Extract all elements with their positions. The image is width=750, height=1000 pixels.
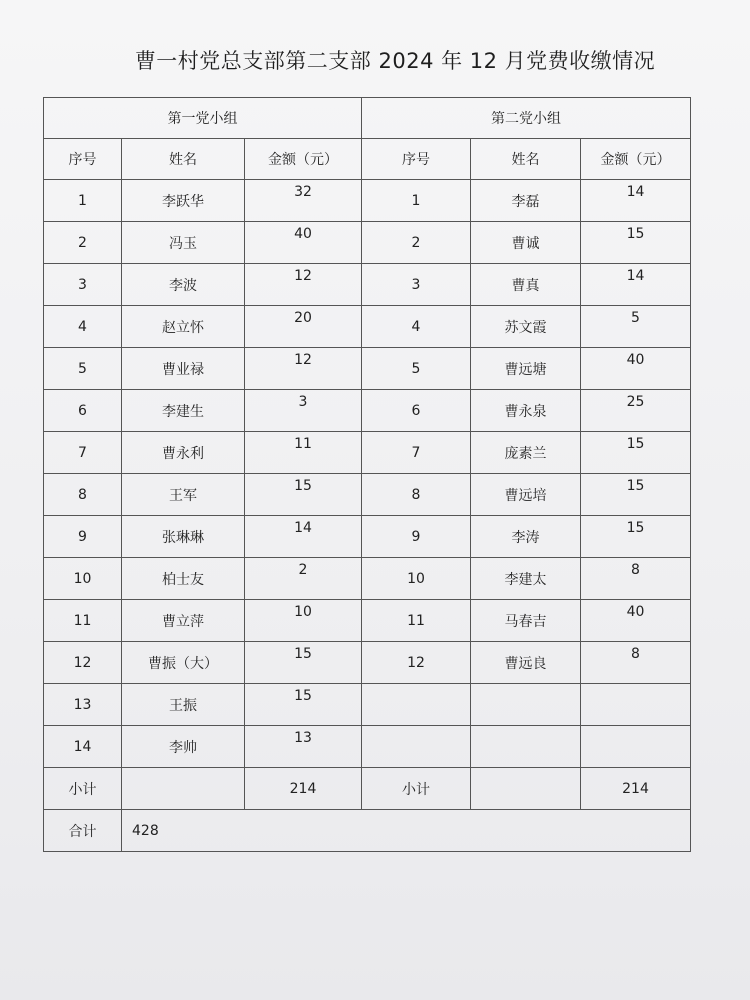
table-row (44, 180, 691, 222)
g2-seq-cell: 9 (362, 516, 471, 558)
g2-subtotal-name-empty (471, 768, 581, 810)
g1-amount-header: 金额（元） (245, 139, 362, 180)
amount-value: 15 (294, 645, 312, 662)
g2-amount-cell (581, 432, 691, 474)
g2-seq-cell (362, 684, 471, 726)
g1-name-cell: 李波 (122, 264, 245, 306)
g1-name-cell: 李帅 (122, 726, 245, 768)
amount-value: 15 (294, 687, 312, 704)
total-row (44, 810, 691, 852)
g2-name-cell: 曹远塘 (471, 348, 581, 390)
g2-name-cell: 李建太 (471, 558, 581, 600)
amount-value: 15 (294, 477, 312, 494)
group2-header: 第二党小组 (362, 98, 691, 139)
amount-value: 13 (294, 729, 312, 746)
g2-name-cell: 曹远培 (471, 474, 581, 516)
amount-value: 8 (631, 645, 640, 662)
g1-amount-cell (245, 558, 362, 600)
g1-seq-cell: 4 (44, 306, 122, 348)
table-row (44, 264, 691, 306)
g2-name-cell (471, 726, 581, 768)
g2-name-cell: 李磊 (471, 180, 581, 222)
amount-value: 15 (626, 477, 645, 494)
table-row (44, 432, 691, 474)
amount-value: 15 (626, 519, 645, 536)
g2-amount-cell (581, 474, 691, 516)
table-row (44, 222, 691, 264)
g1-name-cell: 李跃华 (122, 180, 245, 222)
amount-value: 11 (294, 435, 312, 452)
g2-amount-cell (581, 600, 691, 642)
g2-seq-cell: 3 (362, 264, 471, 306)
table-row (44, 600, 691, 642)
g2-amount-cell (581, 222, 691, 264)
g2-amount-cell (581, 306, 691, 348)
g2-seq-cell: 12 (362, 642, 471, 684)
amount-value: 12 (294, 267, 312, 284)
g1-name-cell: 赵立怀 (122, 306, 245, 348)
g1-subtotal-label: 小计 (44, 768, 122, 810)
g1-name-cell: 李建生 (122, 390, 245, 432)
g2-seq-cell: 8 (362, 474, 471, 516)
g1-name-cell: 曹振（大） (122, 642, 245, 684)
g1-amount-cell (245, 222, 362, 264)
amount-value: 10 (294, 603, 312, 620)
g1-amount-cell (245, 348, 362, 390)
g1-name-cell: 曹业禄 (122, 348, 245, 390)
g2-name-cell: 曹真 (471, 264, 581, 306)
g1-seq-cell: 2 (44, 222, 122, 264)
g2-name-cell: 苏文霞 (471, 306, 581, 348)
g2-seq-cell: 1 (362, 180, 471, 222)
subtotal-row (44, 768, 691, 810)
table-row (44, 726, 691, 768)
g2-amount-cell (581, 390, 691, 432)
table-row (44, 516, 691, 558)
g1-amount-cell (245, 306, 362, 348)
amount-value: 15 (626, 225, 645, 242)
g1-seq-cell: 8 (44, 474, 122, 516)
g1-seq-cell: 14 (44, 726, 122, 768)
g1-seq-cell: 11 (44, 600, 122, 642)
g2-subtotal-label: 小计 (362, 768, 471, 810)
amount-value: 14 (626, 183, 645, 200)
g2-amount-cell (581, 516, 691, 558)
amount-value: 40 (626, 351, 645, 368)
amount-value: 12 (294, 351, 312, 368)
table-row (44, 306, 691, 348)
table-row (44, 474, 691, 516)
g1-seq-cell: 12 (44, 642, 122, 684)
page-title: 曹一村党总支部第二支部 2024 年 12 月党费收缴情况 (134, 49, 656, 73)
table-row (44, 684, 691, 726)
g2-seq-cell: 4 (362, 306, 471, 348)
g2-amount-cell (581, 180, 691, 222)
g2-seq-header: 序号 (362, 139, 471, 180)
g1-seq-cell: 13 (44, 684, 122, 726)
g1-amount-cell (245, 180, 362, 222)
g2-amount-cell (581, 558, 691, 600)
g1-amount-cell (245, 726, 362, 768)
g2-seq-cell: 10 (362, 558, 471, 600)
g2-name-cell (471, 684, 581, 726)
g1-amount-cell (245, 642, 362, 684)
g1-seq-cell: 1 (44, 180, 122, 222)
group1-header: 第一党小组 (44, 98, 362, 139)
g1-amount-cell (245, 600, 362, 642)
g1-amount-cell (245, 390, 362, 432)
g1-seq-cell: 3 (44, 264, 122, 306)
g2-seq-cell: 7 (362, 432, 471, 474)
g1-seq-cell: 10 (44, 558, 122, 600)
amount-value: 40 (626, 603, 645, 620)
g1-seq-header: 序号 (44, 139, 122, 180)
column-header-row (44, 139, 691, 180)
g2-name-cell: 曹诚 (471, 222, 581, 264)
g2-name-cell: 曹远良 (471, 642, 581, 684)
g1-seq-cell: 9 (44, 516, 122, 558)
g1-name-cell: 曹永利 (122, 432, 245, 474)
g2-seq-cell (362, 726, 471, 768)
g1-seq-cell: 5 (44, 348, 122, 390)
g2-seq-cell: 5 (362, 348, 471, 390)
amount-value: 32 (294, 183, 312, 200)
g2-amount-cell (581, 642, 691, 684)
g2-name-cell: 李涛 (471, 516, 581, 558)
amount-value: 40 (294, 225, 312, 242)
g1-name-cell: 张琳琳 (122, 516, 245, 558)
g1-subtotal-amount: 214 (245, 768, 362, 810)
g2-name-header: 姓名 (471, 139, 581, 180)
amount-value: 2 (298, 561, 308, 578)
table-row (44, 390, 691, 432)
g1-amount-cell (245, 684, 362, 726)
g2-seq-cell: 2 (362, 222, 471, 264)
g1-name-cell: 王军 (122, 474, 245, 516)
amount-value: 3 (298, 393, 308, 410)
amount-value: 15 (626, 435, 645, 452)
g1-subtotal-name-empty (122, 768, 245, 810)
g2-name-cell: 庞素兰 (471, 432, 581, 474)
g1-amount-cell (245, 474, 362, 516)
table-row (44, 348, 691, 390)
g2-amount-cell (581, 684, 691, 726)
g1-name-cell: 冯玉 (122, 222, 245, 264)
g2-name-cell: 曹永泉 (471, 390, 581, 432)
g2-seq-cell: 11 (362, 600, 471, 642)
total-label: 合计 (44, 810, 122, 852)
g2-seq-cell: 6 (362, 390, 471, 432)
g1-name-cell: 曹立萍 (122, 600, 245, 642)
dues-table (43, 97, 691, 852)
table-row (44, 642, 691, 684)
amount-value: 14 (294, 519, 312, 536)
amount-value: 8 (631, 561, 640, 578)
amount-value: 14 (626, 267, 645, 284)
g1-seq-cell: 7 (44, 432, 122, 474)
g2-amount-header: 金额（元） (581, 139, 691, 180)
g1-name-cell: 王振 (122, 684, 245, 726)
g2-amount-cell (581, 264, 691, 306)
amount-value: 5 (631, 309, 640, 326)
g1-seq-cell: 6 (44, 390, 122, 432)
g1-name-header: 姓名 (122, 139, 245, 180)
g1-amount-cell (245, 264, 362, 306)
group-header-row (44, 98, 691, 139)
total-amount: 428 (122, 810, 691, 852)
g1-name-cell: 柏士友 (122, 558, 245, 600)
g2-subtotal-amount: 214 (581, 768, 691, 810)
table-row (44, 558, 691, 600)
g2-amount-cell (581, 348, 691, 390)
g2-amount-cell (581, 726, 691, 768)
g2-name-cell: 马春吉 (471, 600, 581, 642)
g1-amount-cell (245, 516, 362, 558)
amount-value: 20 (294, 309, 312, 326)
g1-amount-cell (245, 432, 362, 474)
amount-value: 25 (626, 393, 645, 410)
